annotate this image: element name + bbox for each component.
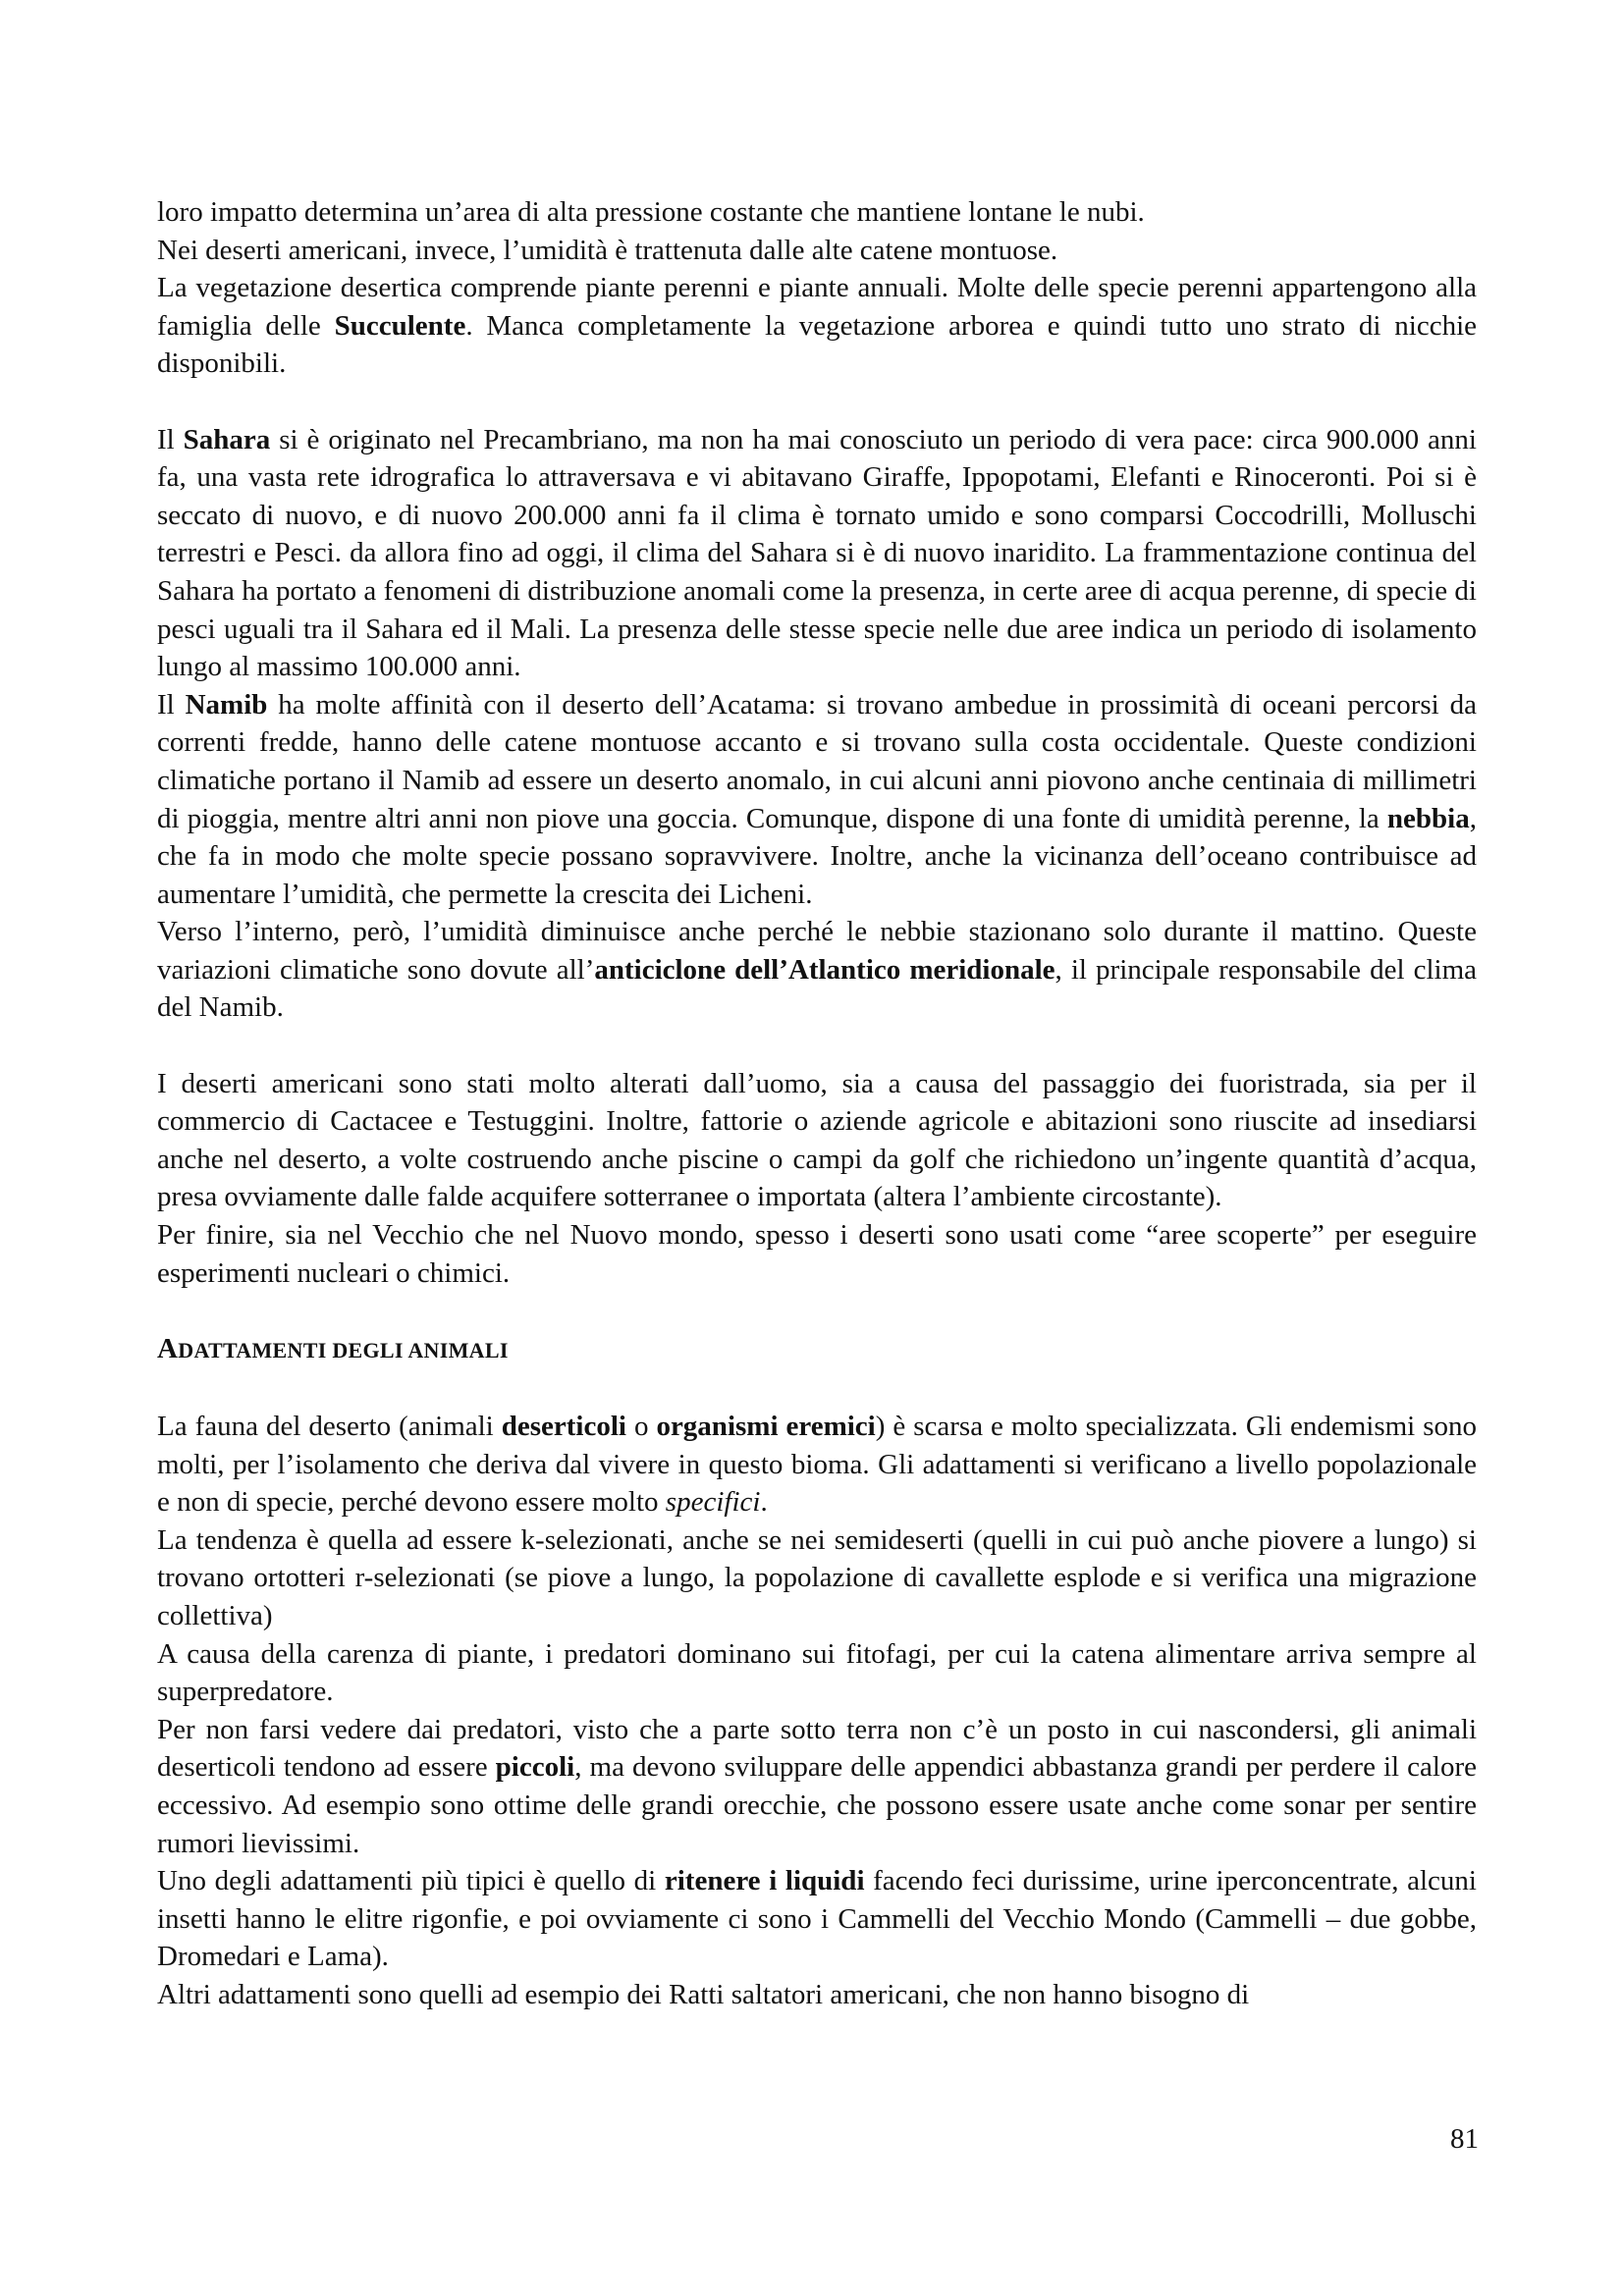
- paragraph-gap: [157, 1369, 1477, 1408]
- text-run: I deserti americani sono stati molto alterati dall’uomo, sia a causa del passaggio dei fuoristrada, sia per il commercio di Cactacee e Testuggini. Inoltre, fattorie o aziende agricole e abitazioni sono riuscite ad insediarsi anche nel deserto, a volte costruendo anche piscine o campi da golf che richiedono un’ingente quantità d’acqua, presa ovviamente dalle falde acquifere sotterranee o importata (altera l’ambiente circostante).: [157, 1067, 1477, 1213]
- text-run: . Manca completamente la vegetazione arborea e quindi tutto uno strato di nicchie disponibili.: [157, 309, 1477, 380]
- text-run: La tendenza è quella ad essere k-selezionati, anche se nei semideserti (quelli in cui può anche piovere a lungo) si trovano ortotteri r-selezionati (se piove a lungo, la popolazione di cavallette esplode e si verifica una migrazione collettiva): [157, 1523, 1477, 1631]
- para-experiments: [157, 1216, 1477, 1292]
- text-run: La fauna del deserto (animali: [157, 1411, 502, 1442]
- para-small-animals: [157, 1711, 1477, 1862]
- para-predators: [157, 1635, 1477, 1711]
- para-rats: [157, 1976, 1477, 2014]
- bold-term: anticiclone dell’Atlantico meridionale: [594, 953, 1055, 986]
- bold-term: deserticoli: [501, 1411, 626, 1442]
- text-run: , che fa in modo che molte specie possano sopravvivere. Inoltre, anche la vicinanza dell’oceano contribuisce ad aumentare l’umidità, che permette la crescita dei Licheni.: [157, 802, 1477, 910]
- text-run: Nei deserti americani, invece, l’umidità è trattenuta dalle alte catene montuose.: [157, 234, 1058, 266]
- para-high-pressure: [157, 193, 1477, 232]
- para-american-deserts: [157, 1065, 1477, 1216]
- text-run: A causa della carenza di piante, i predatori dominano sui fitofagi, per cui la catena alimentare arriva sempre al superpredatore.: [157, 1637, 1477, 1708]
- para-american-humidity: [157, 232, 1477, 270]
- heading-rest: DATTAMENTI DEGLI ANIMALI: [178, 1337, 509, 1362]
- bold-term: piccoli: [495, 1751, 575, 1784]
- para-sahara: [157, 421, 1477, 686]
- text-run: .: [760, 1486, 768, 1519]
- text-run: Il: [157, 688, 186, 721]
- bold-term: nebbia: [1386, 802, 1470, 834]
- para-k-selection: [157, 1522, 1477, 1635]
- text-run: si è originato nel Precambriano, ma non ha mai conosciuto un periodo di vera pace: circa 900.000 anni fa, una vasta rete idrografica lo attraversava e vi abitavano Giraffe, Ippopotami, Elefanti e Rinoceronti. Poi si è seccato di nuovo, e di nuovo 200.000 anni fa il clima è tornato umido e sono comparsi Coccodrilli, Molluschi terrestri e Pesci. da allora fino ad oggi, il clima del Sahara si è di nuovo inaridito. La frammentazione continua del Sahara ha portato a fenomeni di distribuzione anomali come la presenza, in certe aree di acqua perenne, di specie di pesci uguali tra il Sahara ed il Mali. La presenza delle stesse specie nelle due aree indica un periodo di isolamento lungo al massimo 100.000 anni.: [157, 423, 1477, 683]
- text-run: La vegetazione desertica comprende piante perenni e piante annuali. Molte delle specie perenni appartengono alla famiglia delle: [157, 272, 1477, 342]
- para-fauna: [157, 1408, 1477, 1522]
- text-run: Per non farsi vedere dai predatori, visto che a parte sotto terra non c’è un posto in cui nascondersi, gli animali deserticoli tendono ad essere: [157, 1713, 1477, 1784]
- text-run: Il: [157, 423, 184, 455]
- para-namib-interior: [157, 913, 1477, 1027]
- heading-adattamenti: [157, 1330, 1477, 1370]
- page-number: 81: [1450, 2123, 1479, 2155]
- paragraph-gap: [157, 1292, 1477, 1330]
- text-run: ) è scarsa e molto specializzata. Gli endemismi sono molti, per l’isolamento che deriva dal vivere in questo bioma. Gli adattamenti si verificano a livello popolazionale e non di specie, perché devono essere molto: [157, 1411, 1477, 1519]
- heading-initial: A: [157, 1332, 179, 1364]
- italic-term: specifici: [665, 1486, 761, 1519]
- text-run: , il principale responsabile del clima del Namib.: [157, 953, 1478, 1024]
- bold-term: Namib: [185, 688, 268, 721]
- paragraph-gap: [157, 1027, 1477, 1065]
- text-run: o: [625, 1411, 657, 1442]
- paragraph-gap: [157, 383, 1477, 421]
- para-vegetation: [157, 269, 1477, 383]
- text-run: ha molte affinità con il deserto dell’Acatama: si trovano ambedue in prossimità di oceani percorsi da correnti fredde, hanno delle catene montuose accanto e si trovano sulla costa occidentale. Queste condizioni climatiche portano il Namib ad essere un deserto anomalo, in cui alcuni anni piovono anche centinaia di millimetri di pioggia, mentre altri anni non piove una goccia. Comunque, dispone di una fonte di umidità perenne, la: [157, 688, 1477, 834]
- text-run: loro impatto determina un’area di alta pressione costante che mantiene lontane le nubi.: [157, 196, 1145, 228]
- text-run: Verso l’interno, però, l’umidità diminuisce anche perché le nebbie stazionano solo durante il mattino. Queste variazioni climatiche sono dovute all’: [157, 916, 1477, 986]
- bold-term: Succulente: [334, 309, 466, 342]
- bold-term: organismi eremici: [656, 1411, 876, 1442]
- text-run: , ma devono sviluppare delle appendici abbastanza grandi per perdere il calore eccessivo. Ad esempio sono ottime delle grandi orecchie, che possono essere usate anche come sonar per sentire rumori lievissimi.: [157, 1751, 1477, 1859]
- text-run: facendo feci durissime, urine iperconcentrate, alcuni insetti hanno le elitre rigonfie, e poi ovviamente ci sono i Cammelli del Vecchio Mondo (Cammelli – due gobbe, Dromedari e Lama).: [157, 1865, 1477, 1973]
- body-text: [157, 193, 1477, 2014]
- text-run: Uno degli adattamenti più tipici è quello di: [157, 1865, 665, 1897]
- text-run: Altri adattamenti sono quelli ad esempio dei Ratti saltatori americani, che non hanno bisogno di: [157, 1978, 1250, 2010]
- bold-term: ritenere i liquidi: [664, 1865, 865, 1897]
- para-namib: [157, 686, 1477, 914]
- para-liquids: [157, 1862, 1477, 1976]
- bold-term: Sahara: [183, 423, 271, 455]
- text-run: Per finire, sia nel Vecchio che nel Nuovo mondo, spesso i deserti sono usati come “aree scoperte” per eseguire esperimenti nucleari o chimici.: [157, 1219, 1477, 1289]
